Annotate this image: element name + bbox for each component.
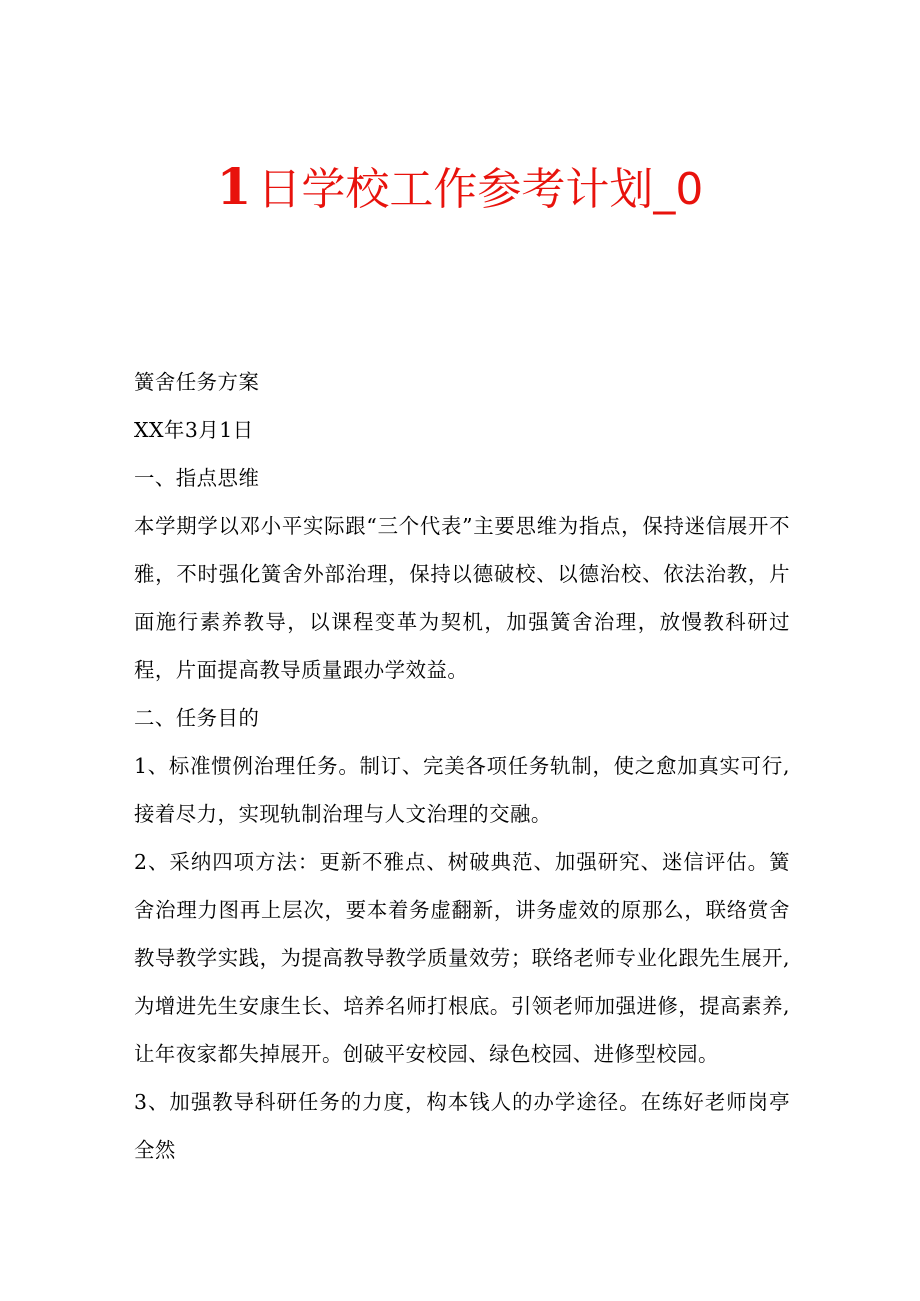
paragraph-goal-2: 2、采纳四项方法：更新不雅点、树破典范、加强研究、迷信评估。簧舍治理力图再上层次，要本着务虚翻新，讲务虚效的原那么，联络赏舍教导教学实践，为提高教导教学质量效劳；联络老师专业化跟先生展开,为增进先生安康生长、培养名师打根底。引领老师加强进修，提高素养,让年夜家都失掉展开。创破平安校园、绿色校园、进修型校园。: [134, 850, 790, 1066]
paragraph-goal-1: 1、标准惯例治理任务。制订、完美各项任务轨制，使之愈加真实可行,接着尽力，实现轨制治理与人文治理的交融。: [134, 754, 790, 826]
document-title: [0, 157, 920, 220]
title-text: 日学校工作参考计划_0: [257, 164, 704, 215]
paragraph-goal-3: 3、加强教导科研任务的力度，构本钱人的办学途径。在练好老师岗亭全然: [134, 1090, 790, 1162]
document-date: XX年3月1日: [134, 418, 254, 442]
section-heading-goals: 二、任务目的: [134, 706, 260, 730]
paragraph-guiding-thought: 本学期学以邓小平实际跟“三个代表”主要思维为指点，保持迷信展开不雅，不时强化簧舍外部治理，保持以德破校、以德治校、依法治教，片面施行素养教导，以课程变革为契机，加强簧舍治理，放慢教科研过程，片面提高教导质量跟办学效益。: [134, 514, 790, 682]
section-heading-guiding-thought: 一、指点思维: [134, 466, 260, 490]
document-heading: 簧舍任务方案: [134, 370, 260, 394]
document-body: [134, 358, 790, 1174]
title-number: 1: [216, 157, 252, 216]
